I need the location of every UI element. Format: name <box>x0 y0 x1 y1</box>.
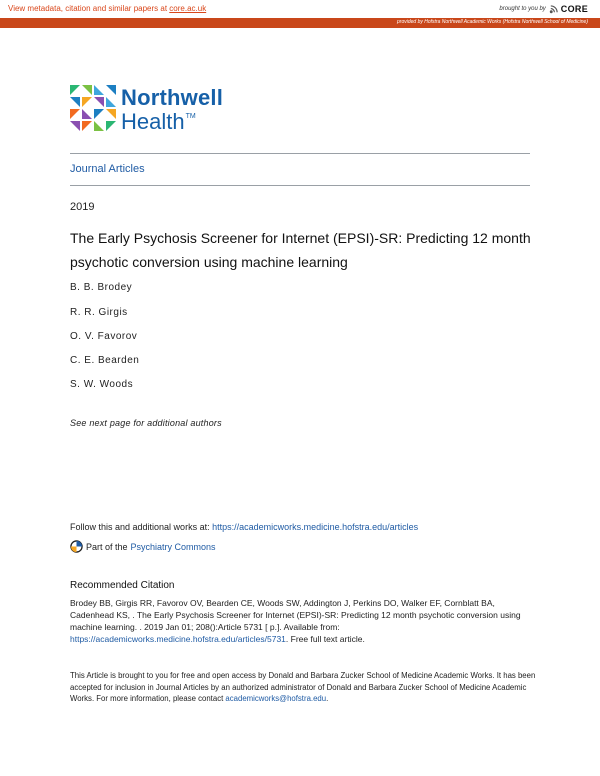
part-of-line: Part of the Psychiatry Commons <box>70 540 216 553</box>
core-banner <box>0 0 600 31</box>
core-metadata-text: View metadata, citation and similar papers at core.ac.uk <box>8 4 207 13</box>
follow-line: Follow this and additional works at: https://academicworks.medicine.hofstra.edu/articles <box>70 522 419 532</box>
provided-by-bar: provided by Hofstra Northwell Academic Works (Hofstra Northwell School of Medicine) <box>0 18 600 28</box>
psychiatry-commons-link[interactable]: Psychiatry Commons <box>130 541 216 552</box>
article-title: The Early Psychosis Screener for Internet (EPSI)-SR: Predicting 12 month psychotic conversion using machine learning <box>70 230 531 270</box>
series-link[interactable]: Journal Articles <box>70 163 145 175</box>
northwell-logo-mark-icon <box>70 85 116 131</box>
core-icon <box>549 5 558 14</box>
author: B. B. Brodey <box>70 282 133 293</box>
see-next-page-note: See next page for additional authors <box>70 418 222 428</box>
follow-link[interactable]: https://academicworks.medicine.hofstra.edu/articles <box>212 522 419 532</box>
author: S. W. Woods <box>70 379 134 390</box>
logo-northwell-text: Northwell <box>121 85 224 110</box>
commons-network-icon <box>70 540 83 553</box>
recommended-citation-body: Brodey BB, Girgis RR, Favorov OV, Bearden CE, Woods SW, Addington J, Perkins DO, Walker EF, Cornblatt BA, Cadenhead KS, . The Early Psychosis Screener for Internet (EPSI)-SR: Predicting 12 month psychotic conversion using machine learning. . 2019 Jan 01; 208():Article 5731 [ p.]. Available from: https://academicworks.medicine.hofstra.edu/articles/5731. Free full text article. <box>70 598 521 644</box>
core-link[interactable]: core.ac.uk <box>169 4 207 13</box>
citation-link[interactable]: https://academicworks.medicine.hofstra.edu/articles/5731 <box>70 634 286 644</box>
logo-health-text: Health™ <box>121 109 196 134</box>
recommended-citation-heading: Recommended Citation <box>70 580 175 591</box>
contact-email-link[interactable]: academicworks@hofstra.edu <box>225 694 327 703</box>
divider-bottom <box>70 185 530 186</box>
core-brought-by[interactable]: brought to you by CORE <box>499 4 588 14</box>
access-notice: This Article is brought to you for free and open access by Donald and Barbara Zucker School of Medicine Academic Works. It has been accepted for inclusion in Journal Articles by an authorized administrator of Donald and Barbara Zucker School of Medicine Academic Works. For more information, please contact academicworks@hofstra.edu. <box>70 671 536 703</box>
publication-year: 2019 <box>70 201 95 213</box>
author: O. V. Favorov <box>70 331 138 342</box>
author: C. E. Bearden <box>70 355 140 366</box>
author: R. R. Girgis <box>70 307 128 318</box>
divider-top <box>70 153 530 154</box>
